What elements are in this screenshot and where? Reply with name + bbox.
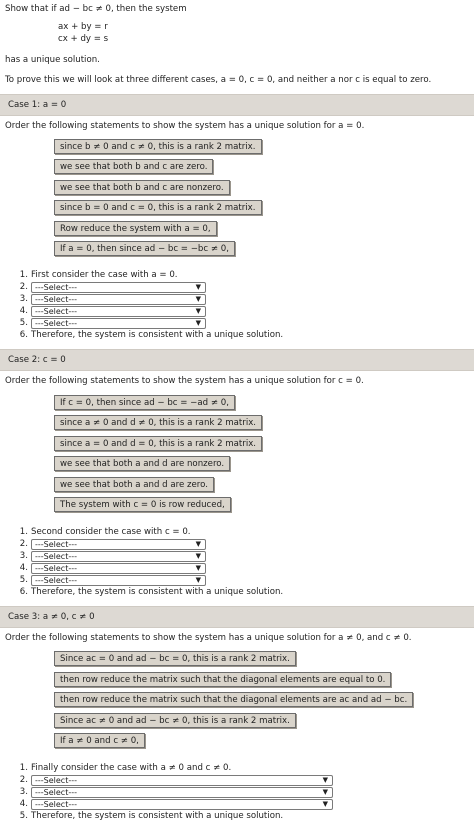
case2-step4-select[interactable] [31,563,206,574]
system-eq2: cx + dy = s [58,34,109,44]
case1-step6-text: Therefore, the system is consistent with a unique solution. [31,330,284,340]
case3-step3-number: 3. [19,787,28,797]
case3-instruction: Order the following statements to show the system has a unique solution for a ≠ 0, and c ≠ 0. [5,633,412,643]
case2-card-3[interactable]: since a = 0 and d = 0, this is a rank 2 matrix. [54,436,262,451]
case2-step1-text: Second consider the case with c = 0. [31,527,191,537]
case1-card-4[interactable]: since b = 0 and c = 0, this is a rank 2 matrix. [54,200,262,215]
case3-step2-number: 2. [19,775,28,785]
case3-step5-number: 5. [19,811,28,821]
chevron-down-icon: ▼ [322,800,328,808]
select-value: ---Select--- [35,776,77,785]
case2-step1-number: 1. [19,527,28,537]
case2-card-5[interactable]: we see that both a and d are zero. [54,477,214,492]
intro-line3: To prove this we will look at three different cases, a = 0, c = 0, and neither a nor c is equal to zero. [5,75,432,85]
select-value: ---Select--- [35,552,77,561]
chevron-down-icon: ▼ [195,552,201,560]
case3-step2-select[interactable] [31,775,333,786]
system-eq1: ax + by = r [58,22,108,32]
select-value: ---Select--- [35,283,77,292]
case2-step6-text: Therefore, the system is consistent with a unique solution. [31,587,284,597]
case3-card-2[interactable]: then row reduce the matrix such that the diagonal elements are equal to 0. [54,672,391,687]
case2-step6-number: 6. [19,587,28,597]
case3-step3-select[interactable] [31,787,333,798]
select-value: ---Select--- [35,576,77,585]
case1-step1-text: First consider the case with a = 0. [31,270,178,280]
select-value: ---Select--- [35,319,77,328]
case3-step4-select[interactable] [31,799,333,810]
case1-step5-number: 5. [19,318,28,328]
case2-step4-number: 4. [19,563,28,573]
case1-step2-select[interactable] [31,282,206,293]
chevron-down-icon: ▼ [195,540,201,548]
case1-step3-select[interactable] [31,294,206,305]
chevron-down-icon: ▼ [195,576,201,584]
chevron-down-icon: ▼ [195,295,201,303]
case1-card-3[interactable]: we see that both b and c are nonzero. [54,180,230,195]
case1-instruction: Order the following statements to show the system has a unique solution for a = 0. [5,121,365,131]
chevron-down-icon: ▼ [322,776,328,784]
case3-card-1[interactable]: Since ac = 0 and ad − bc = 0, this is a rank 2 matrix. [54,651,296,666]
case3-step1-text: Finally consider the case with a ≠ 0 and c ≠ 0. [31,763,232,773]
chevron-down-icon: ▼ [195,319,201,327]
case3-step5-text: Therefore, the system is consistent with a unique solution. [31,811,284,821]
case1-step4-number: 4. [19,306,28,316]
case2-instruction: Order the following statements to show the system has a unique solution for c = 0. [5,376,364,386]
select-value: ---Select--- [35,788,77,797]
case1-step6-number: 6. [19,330,28,340]
case1-step3-number: 3. [19,294,28,304]
case2-step2-number: 2. [19,539,28,549]
case1-card-6[interactable]: If a = 0, then since ad − bc = −bc ≠ 0, [54,241,235,256]
case2-card-4[interactable]: we see that both a and d are nonzero. [54,456,230,471]
chevron-down-icon: ▼ [195,283,201,291]
case3-step4-number: 4. [19,799,28,809]
case2-header [0,349,474,371]
select-value: ---Select--- [35,295,77,304]
case1-step4-select[interactable] [31,306,206,317]
case1-step1-number: 1. [19,270,28,280]
case2-card-1[interactable]: If c = 0, then since ad − bc = −ad ≠ 0, [54,395,235,410]
case2-step5-select[interactable] [31,575,206,586]
case1-card-1[interactable]: since b ≠ 0 and c ≠ 0, this is a rank 2 matrix. [54,139,262,154]
case1-card-5[interactable]: Row reduce the system with a = 0, [54,221,217,236]
case1-step2-number: 2. [19,282,28,292]
case2-card-2[interactable]: since a ≠ 0 and d ≠ 0, this is a rank 2 matrix. [54,415,262,430]
case1-step5-select[interactable] [31,318,206,329]
case3-title: Case 3: a ≠ 0, c ≠ 0 [8,612,95,622]
chevron-down-icon: ▼ [195,564,201,572]
case2-title: Case 2: c = 0 [8,355,66,365]
case2-step3-select[interactable] [31,551,206,562]
case1-title: Case 1: a = 0 [8,100,67,110]
case3-header [0,606,474,628]
case2-step2-select[interactable] [31,539,206,550]
case3-card-4[interactable]: Since ac ≠ 0 and ad − bc ≠ 0, this is a rank 2 matrix. [54,713,296,728]
select-value: ---Select--- [35,800,77,809]
case3-card-5[interactable]: If a ≠ 0 and c ≠ 0, [54,733,145,748]
case1-card-2[interactable]: we see that both b and c are zero. [54,159,213,174]
chevron-down-icon: ▼ [195,307,201,315]
case3-step1-number: 1. [19,763,28,773]
select-value: ---Select--- [35,564,77,573]
case2-step5-number: 5. [19,575,28,585]
intro-line1: Show that if ad − bc ≠ 0, then the system [5,4,187,14]
case1-header [0,94,474,116]
select-value: ---Select--- [35,307,77,316]
select-value: ---Select--- [35,540,77,549]
chevron-down-icon: ▼ [322,788,328,796]
intro-line2: has a unique solution. [5,55,100,65]
case2-card-6[interactable]: The system with c = 0 is row reduced, [54,497,231,512]
case3-card-3[interactable]: then row reduce the matrix such that the diagonal elements are ac and ad − bc. [54,692,413,707]
case2-step3-number: 3. [19,551,28,561]
